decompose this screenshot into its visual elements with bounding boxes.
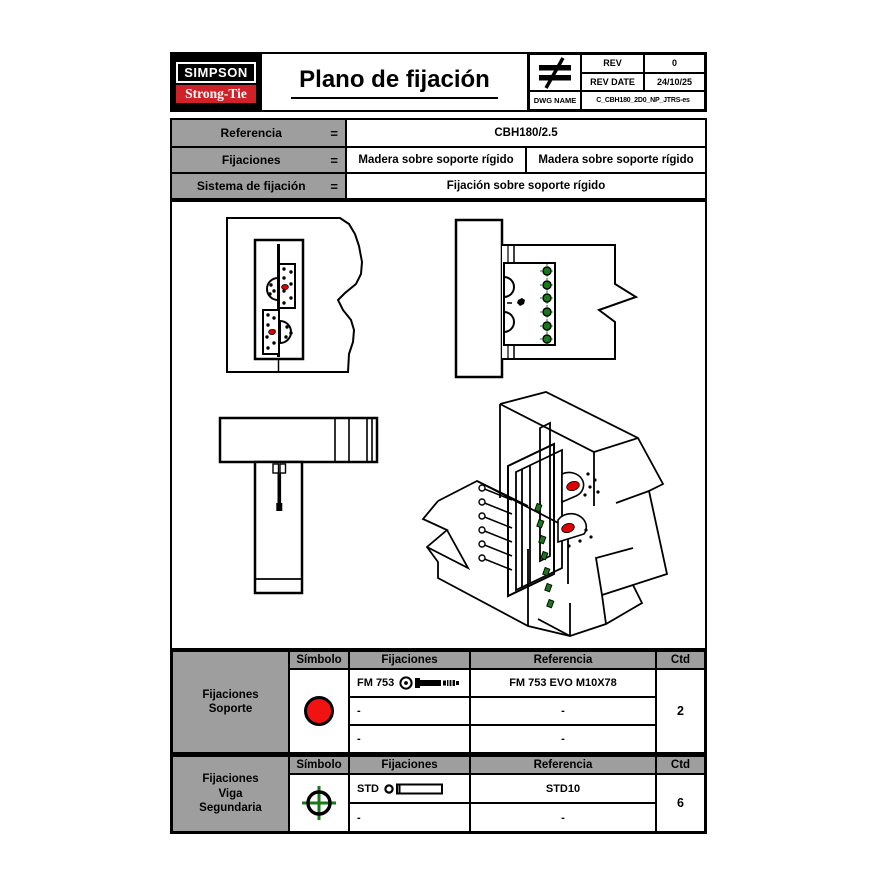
fijaciones-row bbox=[172, 146, 705, 172]
fixing-cell: STD bbox=[349, 774, 470, 803]
support-qty-value: 2 bbox=[656, 669, 705, 753]
reference-cell: - bbox=[470, 803, 656, 832]
not-equal-weld-symbol-icon bbox=[529, 54, 581, 91]
reference-cell: FM 753 EVO M10X78 bbox=[470, 669, 656, 697]
reference-cell: - bbox=[470, 697, 656, 725]
drawing-sheet bbox=[170, 52, 707, 834]
title-cell bbox=[260, 54, 529, 110]
drawing-area bbox=[170, 200, 707, 650]
front-view-hanger-on-support bbox=[212, 214, 427, 390]
reference-table bbox=[170, 118, 707, 200]
fijaciones-label: Fijaciones bbox=[221, 153, 281, 167]
dowel-icon bbox=[384, 782, 444, 796]
group-label-support: Fijaciones Soporte bbox=[172, 651, 289, 753]
sistema-row bbox=[172, 172, 705, 198]
reference-cell: STD10 bbox=[470, 774, 656, 803]
symbol-column-header: Símbolo bbox=[289, 756, 349, 774]
red-circle-anchor-symbol-icon bbox=[289, 669, 349, 753]
reference-column-header: Referencia bbox=[470, 756, 656, 774]
fixing-cell: - bbox=[349, 725, 470, 753]
fixings-column-header: Fijaciones bbox=[349, 651, 470, 669]
rev-label: REV bbox=[581, 54, 644, 73]
support-fixings-table bbox=[170, 650, 707, 755]
side-view-beam-in-support bbox=[452, 216, 667, 381]
sistema-value: Fijación sobre soporte rígido bbox=[446, 180, 606, 192]
rev-date-value: 24/10/25 bbox=[644, 73, 705, 92]
anchor-bolt-icon bbox=[399, 675, 461, 691]
green-crosshair-dowel-symbol-icon bbox=[289, 774, 349, 832]
revision-table bbox=[529, 54, 705, 110]
fixing-cell: - bbox=[349, 697, 470, 725]
equals-sign: = bbox=[330, 178, 338, 194]
fixing-cell: FM 753 bbox=[349, 669, 470, 697]
dwg-name-value: C_CBH180_2D0_NP_JTRS-es bbox=[581, 91, 705, 110]
secondary-beam-fixings-table bbox=[170, 755, 707, 834]
logo-simpson-text: SIMPSON bbox=[176, 62, 256, 83]
group-label-secondary-beam: Fijaciones Viga Segundaria bbox=[172, 756, 289, 832]
symbol-column-header: Símbolo bbox=[289, 651, 349, 669]
equals-sign: = bbox=[330, 125, 338, 141]
page-title: Plano de fijación bbox=[291, 66, 498, 99]
secondary-beam-qty-value: 6 bbox=[656, 774, 705, 832]
qty-column-header: Ctd bbox=[656, 651, 705, 669]
dwg-name-label: DWG NAME bbox=[529, 91, 581, 110]
fijaciones-value-1: Madera sobre soporte rígido bbox=[358, 154, 514, 166]
equals-sign: = bbox=[330, 152, 338, 168]
fixings-column-header: Fijaciones bbox=[349, 756, 470, 774]
sistema-label: Sistema de fijación bbox=[196, 179, 306, 193]
isometric-assembly-view bbox=[420, 388, 685, 646]
referencia-label: Referencia bbox=[220, 126, 282, 140]
rev-date-label: REV DATE bbox=[581, 73, 644, 92]
logo-strongtie-text: Strong-Tie bbox=[176, 85, 256, 103]
referencia-value: CBH180/2.5 bbox=[494, 127, 558, 139]
simpson-strongtie-logo bbox=[172, 54, 260, 110]
title-block bbox=[170, 52, 707, 112]
fijaciones-value-2: Madera sobre soporte rígido bbox=[525, 148, 705, 172]
top-plan-view bbox=[217, 408, 382, 600]
reference-cell: - bbox=[470, 725, 656, 753]
reference-column-header: Referencia bbox=[470, 651, 656, 669]
qty-column-header: Ctd bbox=[656, 756, 705, 774]
fixing-cell: - bbox=[349, 803, 470, 832]
reference-row bbox=[172, 120, 705, 146]
rev-value: 0 bbox=[644, 54, 705, 73]
